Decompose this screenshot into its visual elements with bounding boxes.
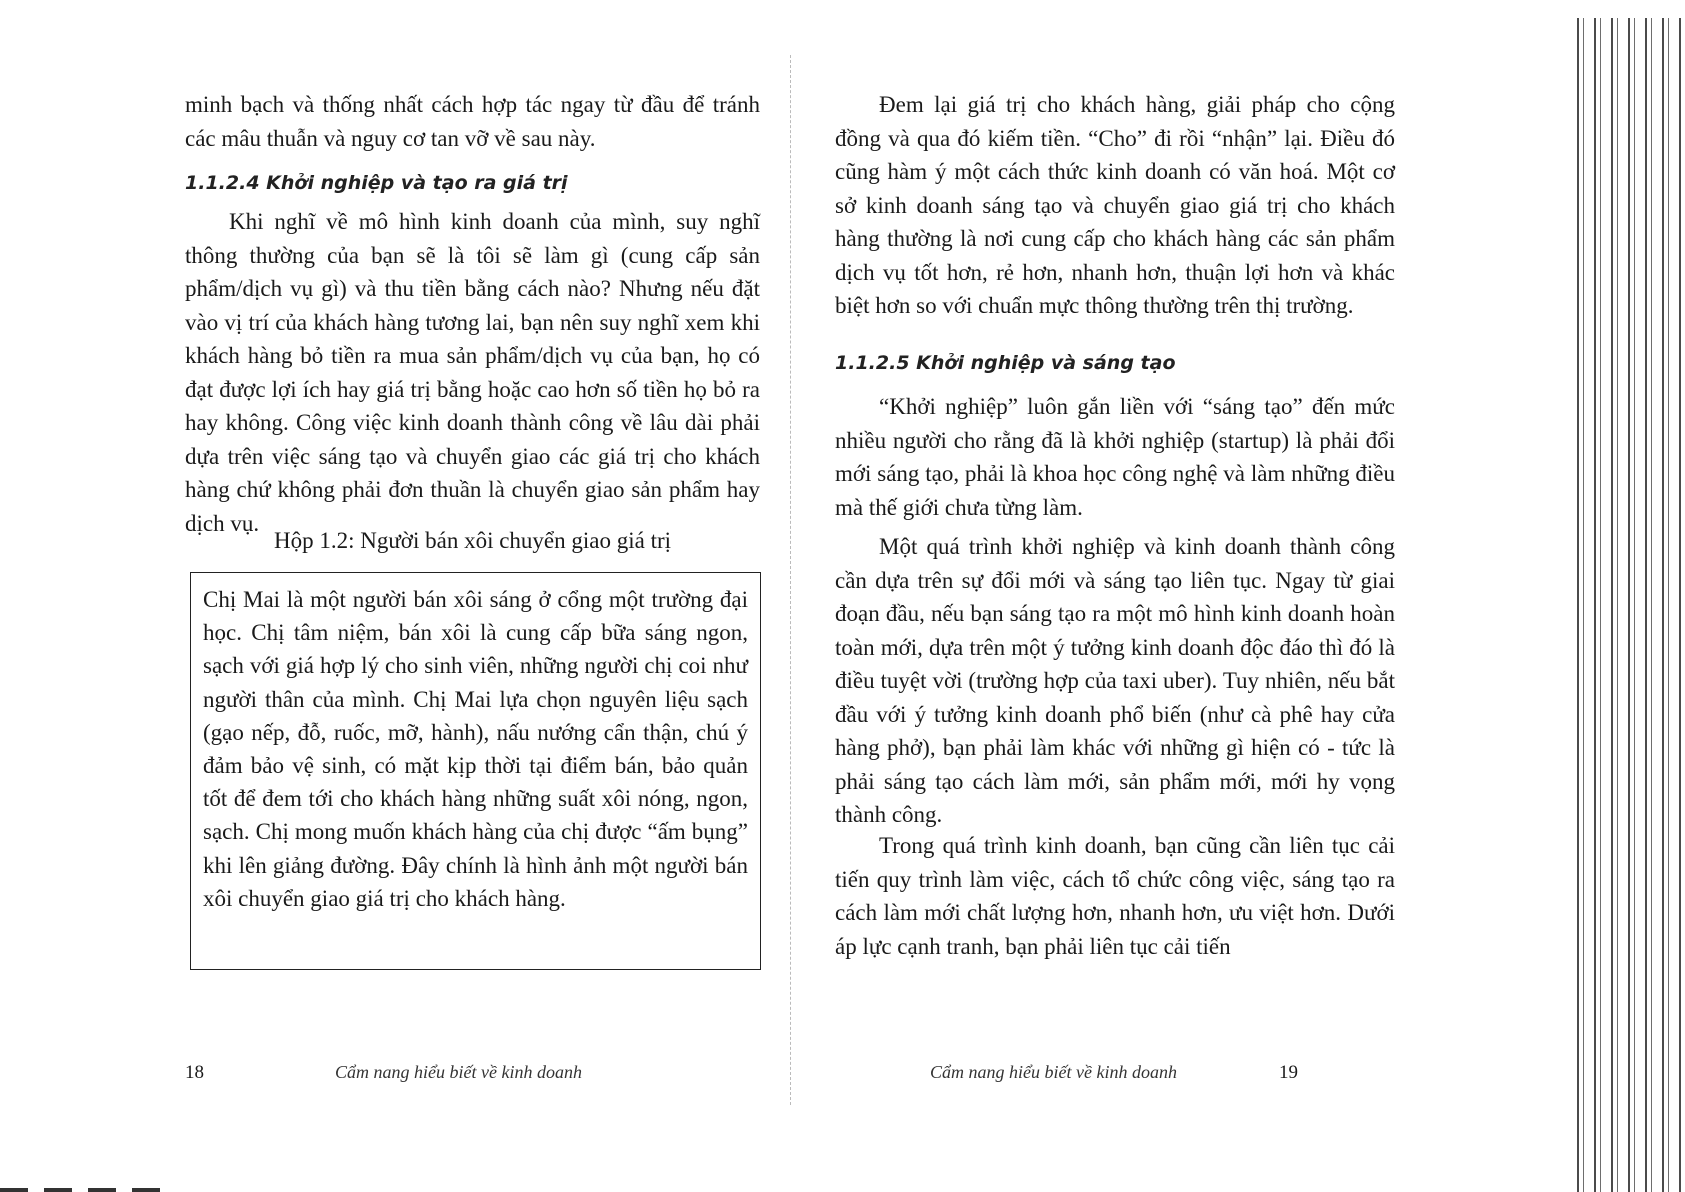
- page-number-left: 18: [185, 1062, 204, 1083]
- page-gutter: [790, 55, 791, 1105]
- footer-title-right: Cẩm nang hiểu biết về kinh doanh: [930, 1062, 1177, 1082]
- box-caption: Hộp 1.2: Người bán xôi chuyển giao giá trị: [273, 528, 672, 553]
- right-intro-paragraph: Đem lại giá trị cho khách hàng, giải pháp cho cộng đồng và qua đó kiếm tiền. “Cho” đi rồi “nhận” lại. Điều đó cũng hàm ý một cách thức kinh doanh có văn hoá. Một cơ sở kinh doanh sáng tạo và chuyển giao giá trị cho khách hàng thường là nơi cung cấp cho khách hàng các sản phẩm dịch vụ tốt hơn, rẻ hơn, nhanh hơn, thuận lợi hơn và khác biệt hơn so với chuẩn mực thông thường trên thị trường.: [835, 92, 1395, 318]
- right-paragraph-3: Trong quá trình kinh doanh, bạn cũng cần liên tục cải tiến quy trình làm việc, cách tổ chức công việc, sáng tạo ra cách làm mới chất lượng hơn, nhanh hơn, ưu việt hơn. Dưới áp lực cạnh tranh, bạn phải liên tục cải tiến: [835, 833, 1395, 959]
- left-main-paragraph: Khi nghĩ về mô hình kinh doanh của mình, suy nghĩ thông thường của bạn sẽ là tôi sẽ làm gì (cung cấp sản phẩm/dịch vụ gì) và thu tiền bằng cách nào? Nhưng nếu đặt vào vị trí của khách hàng tương lai, bạn nên suy nghĩ xem khi khách hàng bỏ tiền ra mua sản phẩm/dịch vụ của bạn, họ có đạt được lợi ích hay giá trị bằng hoặc cao hơn số tiền họ bỏ ra hay không. Công việc kinh doanh thành công về lâu dài phải dựa trên việc sáng tạo và chuyển giao các giá trị cho khách hàng chứ không phải đơn thuần là chuyển giao sản phẩm hay dịch vụ.: [185, 209, 760, 536]
- right-paragraph-1: “Khởi nghiệp” luôn gắn liền với “sáng tạo” đến mức nhiều người cho rằng đã là khởi nghiệp (startup) là phải đổi mới sáng tạo, phải là khoa học công nghệ và làm những điều mà thế giới chưa từng làm.: [835, 394, 1395, 520]
- scan-bottom-mark: [0, 1188, 160, 1192]
- story-box: [190, 572, 761, 970]
- right-section-heading: 1.1.2.5 Khởi nghiệp và sáng tạo: [835, 352, 1176, 374]
- scan-edge-stripes: [1572, 18, 1685, 1192]
- right-paragraph-2: Một quá trình khởi nghiệp và kinh doanh thành công cần dựa trên sự đổi mới và sáng tạo liên tục. Ngay từ giai đoạn đầu, nếu bạn sáng tạo ra một mô hình kinh doanh hoàn toàn mới, dựa trên một ý tưởng kinh doanh độc đáo thì đó là điều tuyệt vời (trường hợp của taxi uber). Tuy nhiên, nếu bắt đầu với ý tưởng kinh doanh phổ biến (như cà phê hay cửa hàng phở), bạn phải làm khác với những gì hiện có - tức là phải sáng tạo cách làm mới, sản phẩm mới, mới hy vọng thành công.: [835, 534, 1395, 827]
- page-number-right: 19: [1279, 1062, 1298, 1083]
- story-box-text: Chị Mai là một người bán xôi sáng ở cổng một trường đại học. Chị tâm niệm, bán xôi là cung cấp bữa sáng ngon, sạch với giá hợp lý cho sinh viên, những người chị coi như người thân của mình. Chị Mai lựa chọn nguyên liệu sạch (gạo nếp, đỗ, ruốc, mỡ, hành), nấu nướng cẩn thận, chú ý đảm bảo vệ sinh, có mặt kịp thời tại điểm bán, bảo quản tốt để đem tới cho khách hàng những suất xôi nóng, ngon, sạch. Chị mong muốn khách hàng của chị được “ấm bụng” khi lên giảng đường. Đây chính là hình ảnh một người bán xôi chuyển giao giá trị cho khách hàng.: [203, 587, 748, 911]
- left-intro-paragraph: minh bạch và thống nhất cách hợp tác ngay từ đầu để tránh các mâu thuẫn và nguy cơ tan vỡ về sau này.: [185, 92, 760, 151]
- footer-title-left: Cẩm nang hiểu biết về kinh doanh: [335, 1062, 582, 1082]
- left-section-heading: 1.1.2.4 Khởi nghiệp và tạo ra giá trị: [185, 172, 568, 194]
